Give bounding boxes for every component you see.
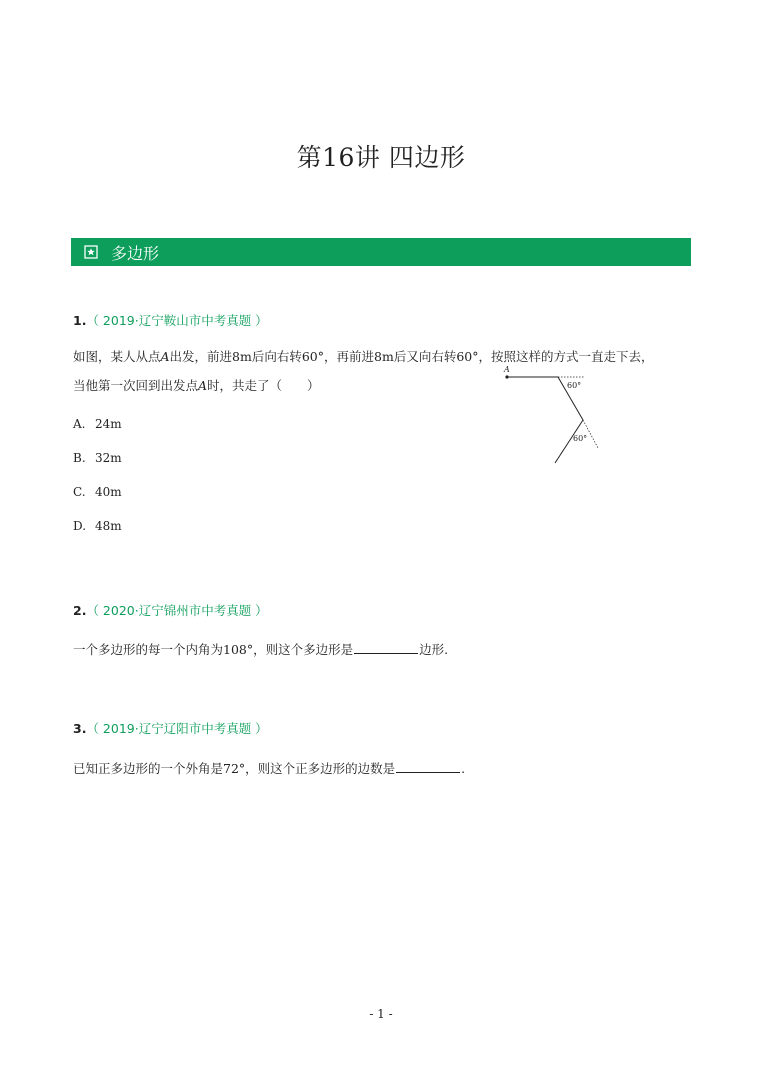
question-source: （ 2019·辽宁辽阳市中考真题 ） — [86, 721, 268, 736]
text-segment: 一个多边形的每一个内角为108°，则这个多边形是 — [73, 642, 354, 657]
text-segment: 如图，某人从点 — [73, 349, 161, 364]
text-segment: 边形. — [419, 642, 449, 657]
walking-path-figure — [500, 362, 606, 466]
question-number: 1. — [73, 313, 87, 328]
option-text: 32m — [95, 451, 122, 465]
option-a[interactable] — [73, 417, 122, 431]
option-letter: D. — [73, 519, 87, 533]
question-3-header — [73, 719, 268, 737]
variable-a: A — [198, 378, 208, 393]
page-number: - 1 - — [369, 1007, 393, 1021]
question-source: （ 2019·辽宁鞍山市中考真题 ） — [86, 313, 268, 328]
figure-angle-label-1: 60° — [567, 381, 582, 390]
option-letter: B. — [73, 451, 86, 465]
section-header — [71, 238, 691, 266]
answer-blank[interactable] — [396, 760, 460, 773]
question-2-header — [73, 601, 268, 619]
question-3-text — [73, 759, 465, 777]
option-d[interactable] — [73, 519, 122, 533]
section-title: 多边形 — [111, 243, 160, 263]
star-bookmark-icon — [84, 245, 98, 259]
question-number: 2. — [73, 603, 87, 618]
figure-point-label: A — [504, 365, 510, 374]
variable-a: A — [160, 349, 170, 364]
text-segment: 时，共走了（ ） — [207, 378, 320, 393]
answer-blank[interactable] — [354, 641, 418, 654]
option-b[interactable] — [73, 451, 122, 465]
text-segment: . — [461, 761, 466, 776]
question-number: 3. — [73, 721, 87, 736]
question-2-text — [73, 640, 448, 658]
option-letter: C. — [73, 485, 86, 499]
question-source: （ 2020·辽宁锦州市中考真题 ） — [86, 603, 268, 618]
question-1-header — [73, 311, 268, 329]
text-segment: 已知正多边形的一个外角是72°，则这个正多边形的边数是 — [73, 761, 396, 776]
option-letter: A. — [73, 417, 86, 431]
text-segment: 出发，前进8m后向右转60°，再前进8m后又向右转60°，按照这样的方式一直走下去， — [169, 349, 654, 364]
option-text: 48m — [95, 519, 122, 533]
text-segment: 当他第一次回到出发点 — [73, 378, 199, 393]
option-c[interactable] — [73, 485, 122, 499]
page-title: 第16讲 四边形 — [296, 143, 466, 172]
option-text: 40m — [95, 485, 122, 499]
option-text: 24m — [95, 417, 122, 431]
figure-angle-label-2: 60° — [573, 434, 588, 443]
question-1-line-2 — [73, 376, 320, 394]
